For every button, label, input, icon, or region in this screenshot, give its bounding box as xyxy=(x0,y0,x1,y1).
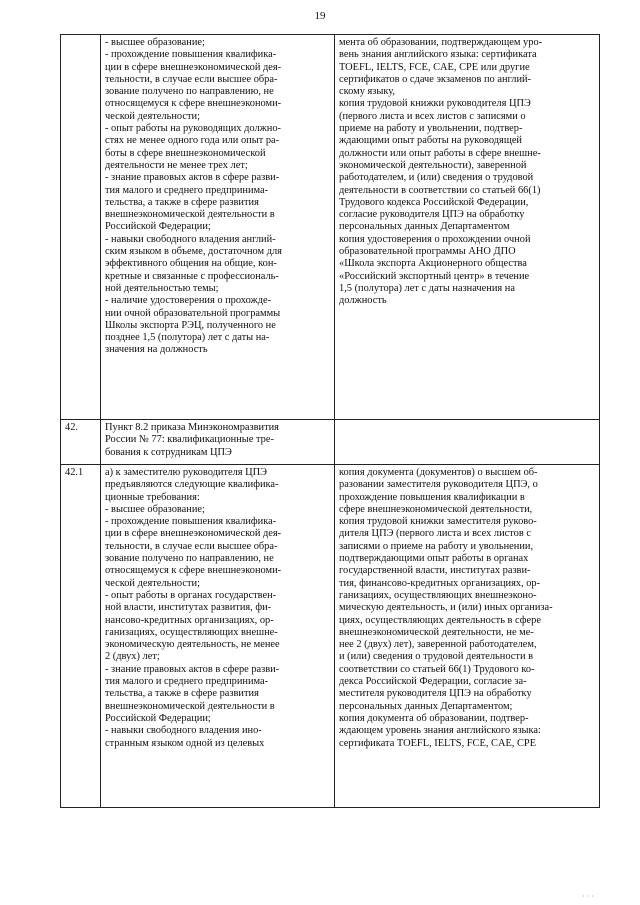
text-line: тия, финансово-кредитных организациях, ор- xyxy=(339,577,541,589)
text-line: - навыки свободного владения ино- xyxy=(105,725,262,737)
text-line: приеме на работу и увольнении, подтвер- xyxy=(339,123,523,135)
text-line: персональных данных Департаментом xyxy=(339,221,510,233)
text-line: мическую деятельность, и (или) иных организа- xyxy=(339,602,553,614)
text-line: декса Российской Федерации, согласие за- xyxy=(339,676,527,688)
text-line: тельства, а также в сфере развития xyxy=(105,688,259,700)
text-line: Школы экспорта РЭЦ, полученного не xyxy=(105,319,276,331)
text-line: должности или опыт работы в сфере внешне- xyxy=(339,147,541,159)
text-line: копия документа об образовании, подтвер- xyxy=(339,712,529,724)
scan-artifact: · · · xyxy=(582,892,594,901)
text-line: государственной власти, институтах разви- xyxy=(339,565,531,577)
text-line: подтверждающими опыт работы в органах xyxy=(339,553,529,565)
text-line: ским языком в объеме, достаточном для xyxy=(105,246,282,258)
text-line: ной власти, институтах развития, фи- xyxy=(105,602,272,614)
text-line: работодателем, и (или) сведения о трудовой xyxy=(339,172,534,184)
text-line: копия трудовой книжки руководителя ЦПЭ xyxy=(339,98,531,110)
text-line: вень знания английского языка: сертификата xyxy=(339,49,537,61)
table-row xyxy=(61,465,600,808)
row-number-cell: 42. xyxy=(61,420,101,465)
text-line: ческой деятельности; xyxy=(105,110,200,122)
text-line: внешнеэкономической деятельности в xyxy=(105,209,275,221)
text-line: странным языком одной из целевых xyxy=(105,737,265,749)
text-line: TOEFL, IELTS, FCE, CAE, CPE или другие xyxy=(339,61,530,73)
text-line: и (или) сведения о трудовой деятельности в xyxy=(339,651,534,663)
text-line: - опыт работы в органах государствен- xyxy=(105,589,277,601)
text-line: нансово-кредитных организациях, ор- xyxy=(105,614,274,626)
requirements-cell xyxy=(101,465,335,808)
text-line: стях не менее одного года или опыт ра- xyxy=(105,135,280,147)
text-line: образовательной программы АНО ДПО xyxy=(339,246,516,258)
text-line: - навыки свободного владения англий- xyxy=(105,233,276,245)
text-line: нии очной образовательной программы xyxy=(105,307,281,319)
text-line: Трудового кодекса Российской Федерации, xyxy=(339,196,529,208)
page-number: 19 xyxy=(314,10,326,22)
text-line: мента об образовании, подтверждающем уро- xyxy=(339,37,543,48)
text-line: зование получено по направлению, не xyxy=(105,86,274,98)
text-line: - опыт работы на руководящих должно- xyxy=(105,123,282,135)
text-line: циях, осуществляющих деятельность в сфере xyxy=(339,614,541,626)
requirements-table xyxy=(60,34,600,808)
text-line: копия трудовой книжки заместителя руково- xyxy=(339,516,537,528)
text-line: сертификатов о сдаче экзаменов по англий- xyxy=(339,73,532,85)
table-row xyxy=(61,35,600,420)
text-line: внешнеэкономической деятельности в xyxy=(105,700,275,712)
text-line: разовании заместителя руководителя ЦПЭ, о xyxy=(339,479,538,491)
text-line: ганизациях, осуществляющих внешнеэконо- xyxy=(339,589,537,601)
text-line: значения на должность xyxy=(105,344,208,356)
text-line: относящемуся к сфере внешнеэкономи- xyxy=(105,565,282,577)
text-line: 2 (двух) лет; xyxy=(105,651,160,663)
text-line: тельности, в случае если высшее обра- xyxy=(105,73,278,85)
text-line: прохождение повышения квалификации в xyxy=(339,491,525,503)
row-number-cell: 42.1 xyxy=(61,465,101,808)
text-line: нее 2 (двух) лет), заверенной работодателем, xyxy=(339,639,537,651)
text-line: позднее 1,5 (полутора) лет с даты на- xyxy=(105,332,270,344)
text-line: - высшее образование; xyxy=(105,37,205,48)
requirements-cell xyxy=(101,35,335,420)
text-line: ции в сфере внешнеэкономической дея- xyxy=(105,528,282,540)
text-line: деятельности в соответствии со статьей 66(1) xyxy=(339,184,541,196)
text-line: сертификата TOEFL, IELTS, FCE, CAE, CPE xyxy=(339,737,537,749)
text-line: «Школа экспорта Акционерного общества xyxy=(339,258,527,270)
text-line: ганизациях, осуществляющих внешне- xyxy=(105,626,278,638)
text-line: ческой деятельности; xyxy=(105,577,200,589)
text-line: дителя ЦПЭ (первого листа и всех листов с xyxy=(339,528,531,540)
text-line: сфере внешнеэкономической деятельности, xyxy=(339,503,533,515)
text-line: копия документа (документов) о высшем об- xyxy=(339,467,538,478)
text-line: внешнеэкономической деятельности, не ме- xyxy=(339,626,534,638)
text-line: Российской Федерации; xyxy=(105,712,211,724)
text-line: Российской Федерации; xyxy=(105,221,211,233)
text-line: эффективного общения на общие, кон- xyxy=(105,258,277,270)
text-line: ционные требования: xyxy=(105,491,200,503)
table-row xyxy=(61,420,600,465)
text-line: тельности, в случае если высшее обра- xyxy=(105,540,278,552)
text-line: бования к сотрудникам ЦПЭ xyxy=(105,446,232,458)
text-line: экономическую деятельность, не менее xyxy=(105,639,280,651)
text-line: соответствии со статьей 66(1) Трудового ко- xyxy=(339,663,535,675)
text-line: ции в сфере внешнеэкономической дея- xyxy=(105,61,282,73)
documents-cell xyxy=(335,420,600,465)
text-line: записями о приеме на работу и увольнении, xyxy=(339,540,534,552)
text-line: Пункт 8.2 приказа Минэкономразвития xyxy=(105,422,279,433)
text-line: 1,5 (полутора) лет с даты назначения на xyxy=(339,282,515,294)
text-line: тия малого и среднего предпринима- xyxy=(105,184,269,196)
text-line: тия малого и среднего предпринима- xyxy=(105,676,269,688)
text-line: предъявляются следующие квалифика- xyxy=(105,479,279,491)
text-line: - знание правовых актов в сфере разви- xyxy=(105,172,280,184)
text-line: - высшее образование; xyxy=(105,503,205,515)
text-line: ждающими опыт работы на руководящей xyxy=(339,135,522,147)
text-line: боты в сфере внешнеэкономической xyxy=(105,147,266,159)
text-line: России № 77: квалификационные тре- xyxy=(105,434,274,446)
text-line: ной деятельностью темы; xyxy=(105,282,219,294)
text-line: - прохождение повышения квалифика- xyxy=(105,516,277,528)
documents-cell xyxy=(335,465,600,808)
text-line: местителя руководителя ЦПЭ на обработку xyxy=(339,688,532,700)
text-line: (первого листа и всех листов с записями о xyxy=(339,110,526,122)
text-line: должность xyxy=(339,295,387,307)
text-line: - наличие удостоверения о прохожде- xyxy=(105,295,272,307)
text-line: - прохождение повышения квалифика- xyxy=(105,49,277,61)
text-line: «Российский экспортный центр» в течение xyxy=(339,270,530,282)
text-line: скому языку, xyxy=(339,86,396,98)
text-line: - знание правовых актов в сфере разви- xyxy=(105,663,280,675)
text-line: относящемуся к сфере внешнеэкономи- xyxy=(105,98,282,110)
row-number-cell xyxy=(61,35,101,420)
requirements-cell xyxy=(101,420,335,465)
text-line: зование получено по направлению, не xyxy=(105,553,274,565)
text-line: тельства, а также в сфере развития xyxy=(105,196,259,208)
text-line: копия удостоверения о прохождении очной xyxy=(339,233,531,245)
text-line: экономической деятельности), заверенной xyxy=(339,159,527,171)
text-line: персональных данных Департаментом; xyxy=(339,700,513,712)
text-line: согласие руководителя ЦПЭ на обработку xyxy=(339,209,525,221)
text-line: а) к заместителю руководителя ЦПЭ xyxy=(105,467,268,478)
text-line: деятельности не менее трех лет; xyxy=(105,159,248,171)
text-line: кретные и связанные с профессиональ- xyxy=(105,270,279,282)
text-line: ждающем уровень знания английского языка: xyxy=(339,725,541,737)
documents-cell xyxy=(335,35,600,420)
